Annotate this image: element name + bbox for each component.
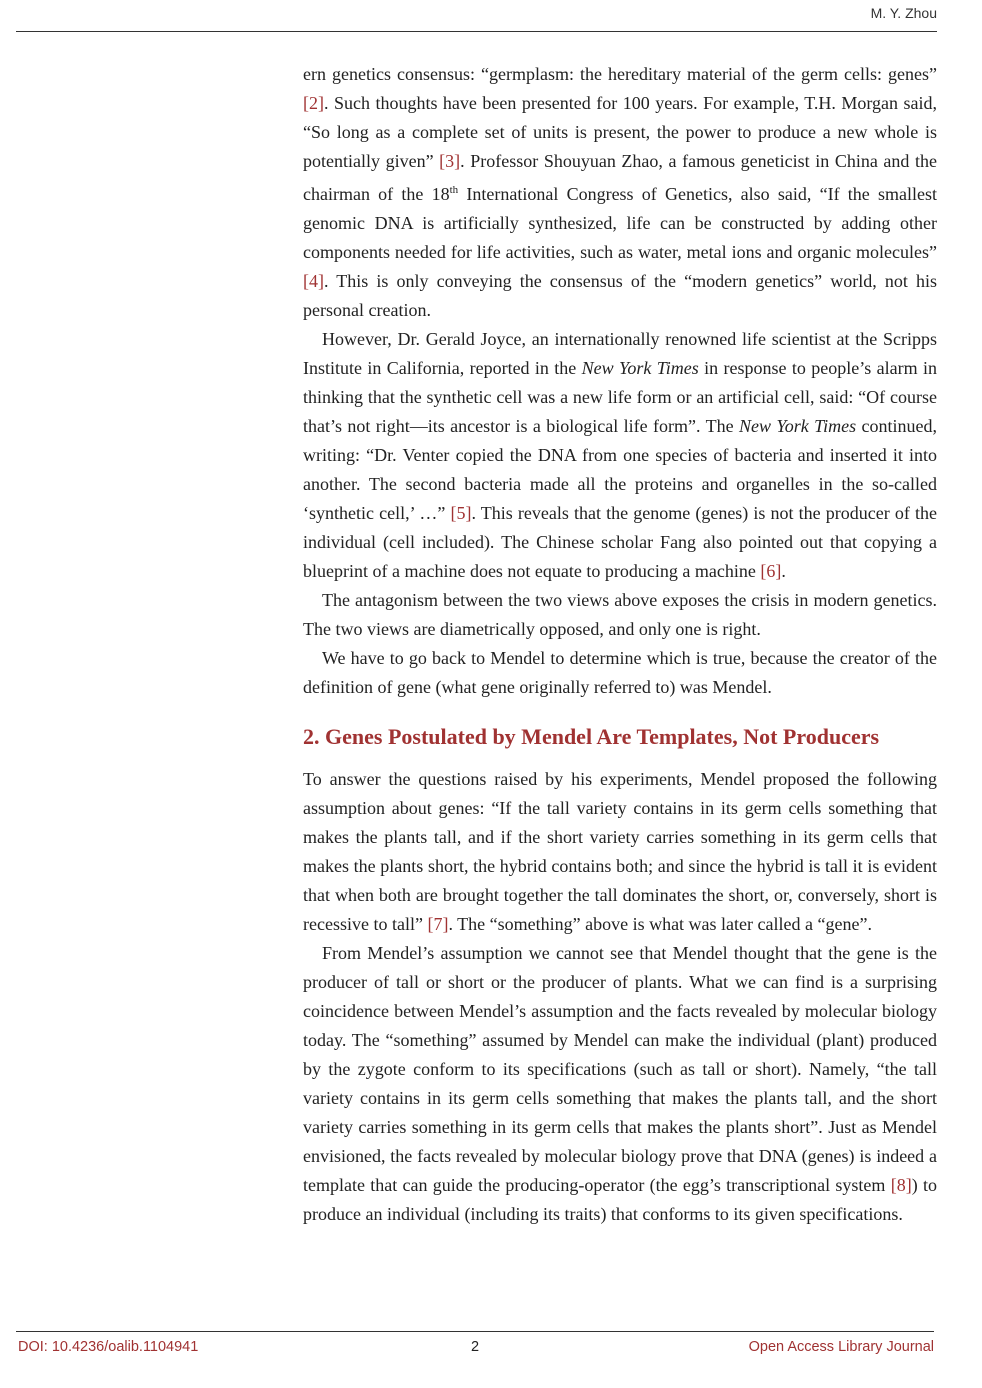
footer-rule — [16, 1331, 934, 1332]
citation-link[interactable]: [7] — [427, 914, 449, 934]
citation-link[interactable]: [3] — [439, 151, 461, 171]
footer-journal-link[interactable]: Open Access Library Journal — [748, 1339, 934, 1355]
citation-link[interactable]: [4] — [303, 271, 324, 291]
paragraph-5: To answer the questions raised by his experiments, Mendel proposed the following assumption about genes: “If the tall variety contains in its germ cells something that makes the plants tall, and if the short variety carries something in its germ cells that makes the plants short, the hybrid contains both; and since the hybrid is tall it is evident that when both are brought together the tall dominates the short, or, conversely, short is recessive to tall” [7]. The “something” above is what was later called a “gene”. — [303, 769, 937, 934]
paragraph-6: From Mendel’s assumption we cannot see that Mendel thought that the gene is the producer of tall or short or the producer of plants. What we can find is a surprising coincidence between Mendel’s assumption and the facts revealed by molecular biology today. The “something” assumed by Mendel can make the individual (plant) produced by the zygote conform to its specifications (such as tall or short). Namely, “the tall variety contains in its germ cells something that makes the plants tall, and the short variety carries something in its germ cells that makes the plants short”. Just as Mendel envisioned, the facts revealed by molecular biology prove that DNA (genes) is indeed a template that can guide the producing-operator (the egg’s transcriptional system [8]) to produce an individual (including its traits) that conforms to its given specifications. — [303, 943, 937, 1224]
section-heading: 2. Genes Postulated by Mendel Are Templates, Not Producers — [303, 724, 880, 749]
running-header-author: M. Y. Zhou — [870, 5, 937, 21]
paragraph-4: We have to go back to Mendel to determine which is true, because the creator of the definition of gene (what gene originally referred to) was Mendel. — [303, 648, 937, 697]
citation-link[interactable]: [2] — [303, 93, 324, 113]
citation-link[interactable]: [5] — [450, 503, 472, 523]
citation-link[interactable]: [8] — [890, 1175, 912, 1195]
ordinal-superscript: th — [449, 184, 459, 196]
publication-title: New York Times — [581, 358, 699, 378]
page-number: 2 — [471, 1339, 480, 1355]
publication-title: New York Times — [738, 416, 857, 436]
paragraph-3: The antagonism between the two views above exposes the crisis in modern genetics. The two views are diametrically opposed, and only one is right. — [303, 590, 937, 639]
paragraph-1: ern genetics consensus: “germplasm: the hereditary material of the germ cells: genes” [2]. Such thoughts have been presented for 100 years. For example, T.H. Morgan said, “So long as a complete set of units is present, the power to produce a new whole is potentially given” [3]. Professor Shouyuan Zhao, a famous geneticist in China and the chairman of the 18th International Congress of Genetics, also said, “If the smallest genomic DNA is artificially synthesized, life can be constructed by adding other components needed for life activities, such as water, metal ions and organic molecules” [4]. This is only conveying the consensus of the “modern genetics” world, not his personal creation. — [303, 64, 937, 320]
article-body — [303, 60, 937, 1229]
footer-doi-link[interactable]: DOI: 10.4236/oalib.1104941 — [18, 1339, 199, 1355]
citation-link[interactable]: [6] — [760, 561, 782, 581]
header-rule — [16, 31, 937, 32]
paragraph-2: However, Dr. Gerald Joyce, an internationally renowned life scientist at the Scripps Institute in California, reported in the New York Times in response to people’s alarm in thinking that the synthetic cell was a new life form or an artificial cell, said: “Of course that’s not right—its ancestor is a biological life form”. The New York Times continued, writing: “Dr. Venter copied the DNA from one species of bacteria and inserted it into another. The second bacteria made all the proteins and organelles in the so-called ‘synthetic cell,’ …” [5]. This reveals that the genome (genes) is not the producer of the individual (cell included). The Chinese scholar Fang also pointed out that copying a blueprint of a machine does not equate to producing a machine [6]. — [303, 329, 937, 581]
